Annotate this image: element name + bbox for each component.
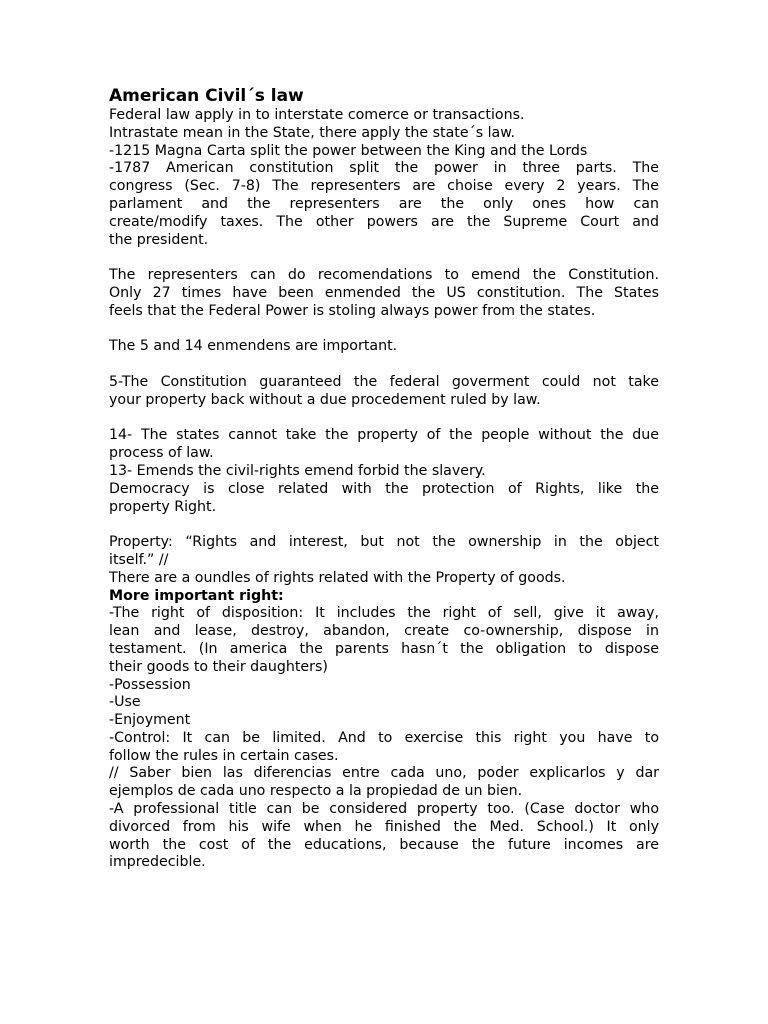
- document-body: [109, 107, 659, 872]
- text-line: -Control: It can be limited. And to exercise this right you have to: [109, 729, 659, 746]
- text-line: -A professional title can be considered property too. (Case doctor who: [109, 801, 659, 818]
- text-line: impredecible.: [109, 854, 206, 871]
- text-line: property Right.: [109, 498, 217, 515]
- text-line: their goods to their daughters): [109, 658, 328, 675]
- text-line: feels that the Federal Power is stoling always power from the states.: [109, 302, 596, 319]
- text-line: your property back without a due procedement ruled by law.: [109, 391, 541, 408]
- text-line: Democracy is close related with the protection of Rights, like the: [109, 480, 659, 497]
- text-line: process of law.: [109, 445, 214, 462]
- blank-line: [109, 249, 659, 267]
- text-line: -Enjoyment: [109, 712, 191, 729]
- blank-line: [109, 410, 659, 428]
- text-line: lean and lease, destroy, abandon, create co-ownership, dispose in: [109, 623, 659, 640]
- text-line: -Possession: [109, 676, 191, 693]
- text-line: 13- Emends the civil-rights emend forbid the slavery.: [109, 462, 486, 479]
- text-line: create/modify taxes. The other powers are the Supreme Court and: [109, 213, 659, 230]
- text-line: 14- The states cannot take the property of the people without the due: [109, 427, 659, 444]
- text-line: -Use: [109, 694, 141, 711]
- text-line: the president.: [109, 231, 209, 248]
- text-line: There are a oundles of rights related with the Property of goods.: [109, 569, 566, 586]
- blank-line: [109, 356, 659, 374]
- text-line: follow the rules in certain cases.: [109, 747, 339, 764]
- text-line: parlament and the representers are the only ones how can: [109, 195, 659, 212]
- text-line: testament. (In america the parents hasn´t the obligation to dispose: [109, 640, 659, 657]
- document-page: [109, 86, 659, 872]
- text-line: Federal law apply in to interstate comerce or transactions.: [109, 107, 525, 123]
- text-line: // Saber bien las diferencias entre cada uno, poder explicarlos y dar: [109, 765, 659, 782]
- text-line: -1787 American constitution split the power in three parts. The: [109, 160, 659, 177]
- text-line: congress (Sec. 7-8) The representers are choise every 2 years. The: [109, 178, 659, 195]
- text-line: The 5 and 14 enmendens are important.: [109, 338, 398, 355]
- text-line: itself.” //: [109, 551, 169, 568]
- text-line: -1215 Magna Carta split the power between the King and the Lords: [109, 142, 588, 159]
- text-line: 5-The Constitution guaranteed the federal goverment could not take: [109, 373, 659, 390]
- text-line: divorced from his wife when he finished the Med. School.) It only: [109, 818, 659, 835]
- text-line: Only 27 times have been enmended the US constitution. The States: [109, 284, 659, 301]
- section-heading: More important right:: [109, 587, 284, 604]
- text-line: -The right of disposition: It includes the right of sell, give it away,: [109, 605, 659, 622]
- blank-line: [109, 321, 659, 339]
- text-line: ejemplos de cada uno respecto a la propiedad de un bien.: [109, 783, 523, 800]
- blank-line: [109, 516, 659, 534]
- document-title: American Civil´s law: [109, 86, 304, 106]
- text-line: The representers can do recomendations to emend the Constitution.: [109, 267, 659, 284]
- text-line: Intrastate mean in the State, there apply the state´s law.: [109, 124, 516, 141]
- text-line: worth the cost of the educations, because the future incomes are: [109, 836, 659, 853]
- text-line: Property: “Rights and interest, but not the ownership in the object: [109, 534, 659, 551]
